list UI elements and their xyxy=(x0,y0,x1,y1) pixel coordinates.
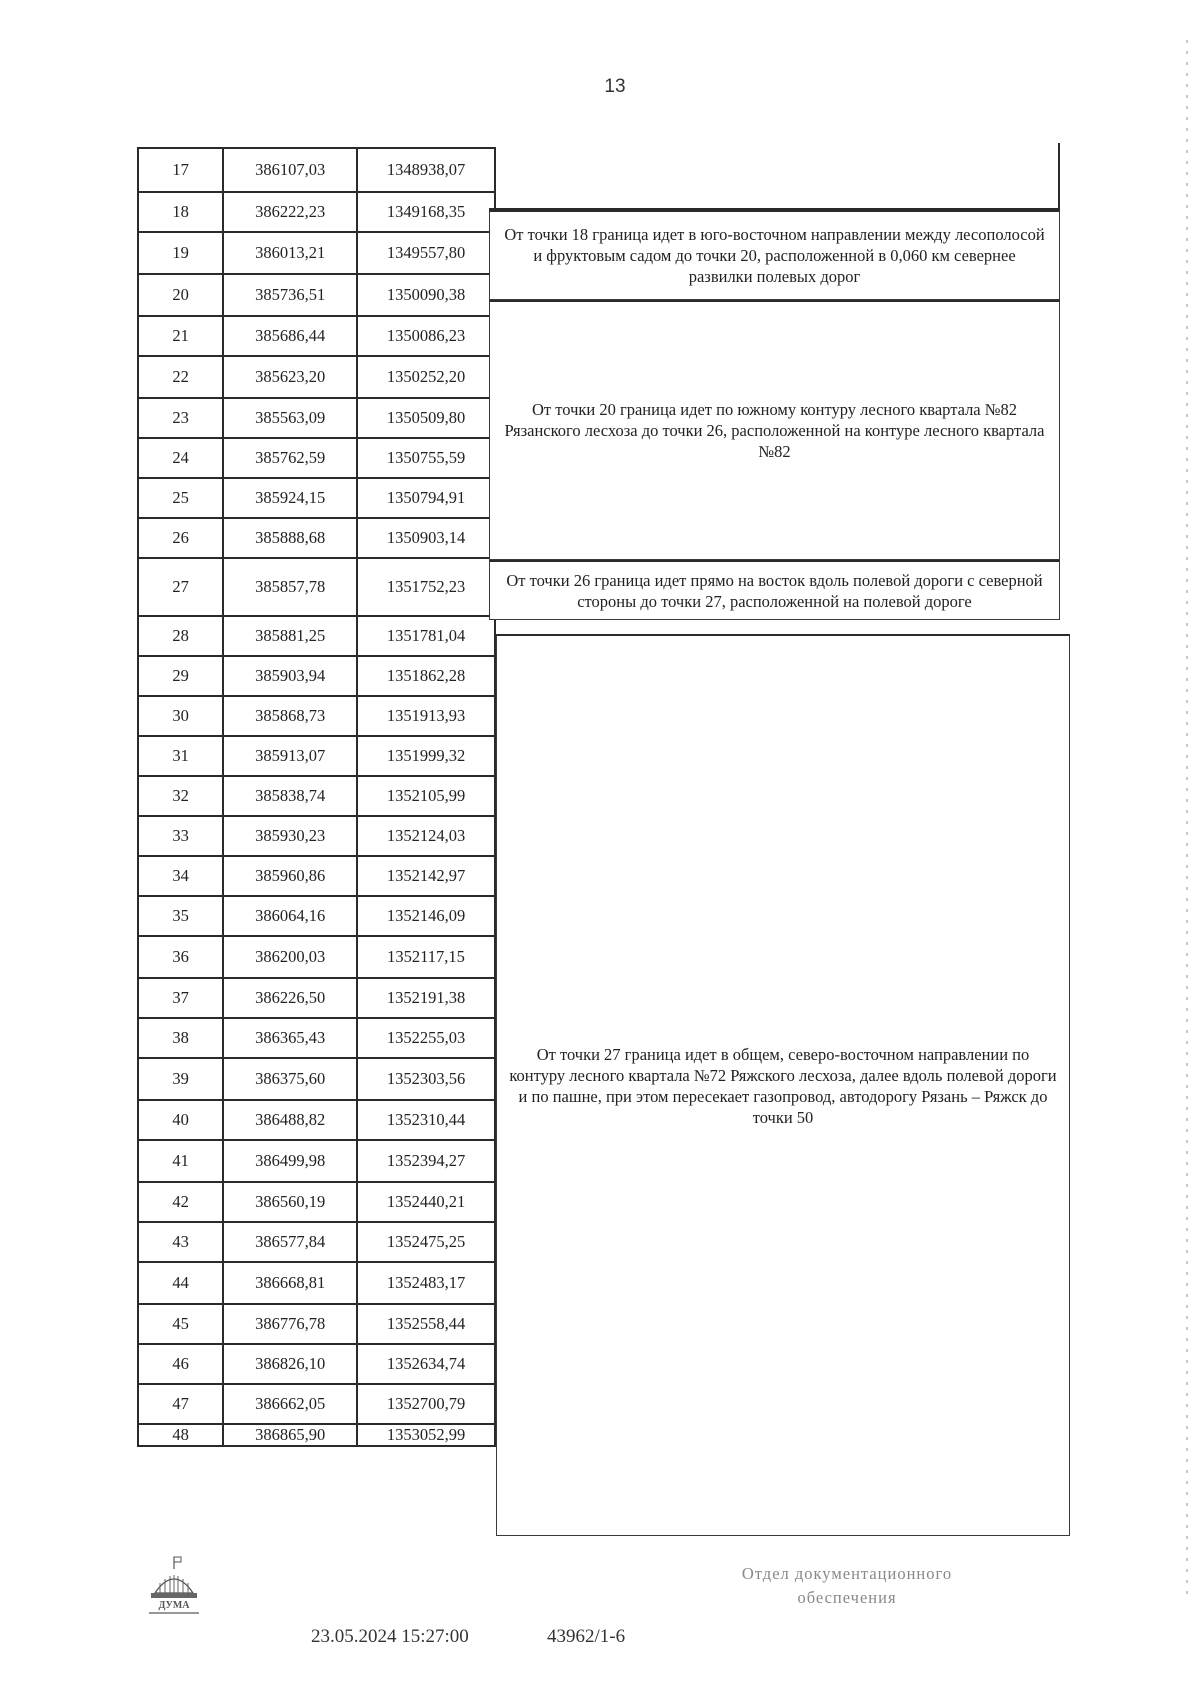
coordinate-x-cell: 386865,90 xyxy=(223,1424,357,1446)
table-row xyxy=(138,696,495,736)
table-row xyxy=(138,518,495,558)
point-number-cell: 28 xyxy=(138,616,223,656)
point-number-cell: 25 xyxy=(138,478,223,518)
coordinates-table xyxy=(137,147,496,1447)
point-number-cell: 22 xyxy=(138,356,223,398)
registration-number: 43962/1-6 xyxy=(547,1626,626,1647)
boundary-description-26-27 xyxy=(489,560,1060,620)
point-number-cell: 27 xyxy=(138,558,223,616)
duma-logo-icon xyxy=(145,1555,203,1617)
coordinate-y-cell: 1352255,03 xyxy=(357,1018,495,1058)
coordinate-y-cell: 1352310,44 xyxy=(357,1100,495,1140)
point-number-cell: 47 xyxy=(138,1384,223,1424)
coordinate-y-cell: 1352634,74 xyxy=(357,1344,495,1384)
point-number-cell: 23 xyxy=(138,398,223,438)
coordinate-y-cell: 1352142,97 xyxy=(357,856,495,896)
coordinate-x-cell: 385881,25 xyxy=(223,616,357,656)
coordinate-x-cell: 386662,05 xyxy=(223,1384,357,1424)
boundary-description-text: От точки 18 граница идет в юго-восточном направлении между лесополосой и фруктовым садом до точки 20, расположенной в 0,060 км севернее развилки полевых дорог xyxy=(504,225,1045,286)
point-number-cell: 44 xyxy=(138,1262,223,1304)
table-row xyxy=(138,856,495,896)
coordinate-x-cell: 386826,10 xyxy=(223,1344,357,1384)
table-row xyxy=(138,192,495,232)
coordinate-y-cell: 1352124,03 xyxy=(357,816,495,856)
coordinate-x-cell: 385913,07 xyxy=(223,736,357,776)
table-row xyxy=(138,1058,495,1100)
coordinate-x-cell: 385960,86 xyxy=(223,856,357,896)
coordinate-x-cell: 386365,43 xyxy=(223,1018,357,1058)
table-row xyxy=(138,1344,495,1384)
coordinate-x-cell: 386375,60 xyxy=(223,1058,357,1100)
coordinate-y-cell: 1349168,35 xyxy=(357,192,495,232)
coordinate-y-cell: 1352483,17 xyxy=(357,1262,495,1304)
boundary-description-20-26 xyxy=(489,300,1060,560)
coordinate-x-cell: 386200,03 xyxy=(223,936,357,978)
point-number-cell: 39 xyxy=(138,1058,223,1100)
table-row xyxy=(138,1384,495,1424)
coordinate-x-cell: 385903,94 xyxy=(223,656,357,696)
table-row xyxy=(138,232,495,274)
coordinate-x-cell: 385736,51 xyxy=(223,274,357,316)
point-number-cell: 26 xyxy=(138,518,223,558)
coordinate-y-cell: 1350755,59 xyxy=(357,438,495,478)
point-number-cell: 32 xyxy=(138,776,223,816)
table-row xyxy=(138,978,495,1018)
coordinate-y-cell: 1350509,80 xyxy=(357,398,495,438)
point-number-cell: 30 xyxy=(138,696,223,736)
coordinate-x-cell: 386064,16 xyxy=(223,896,357,936)
coordinate-x-cell: 386577,84 xyxy=(223,1222,357,1262)
table-row xyxy=(138,478,495,518)
table-row xyxy=(138,148,495,192)
point-number-cell: 45 xyxy=(138,1304,223,1344)
table-row xyxy=(138,936,495,978)
boundary-description-text: От точки 26 граница идет прямо на восток вдоль полевой дороги с северной стороны до точки 27, расположенной на полевой дороге xyxy=(506,570,1043,611)
page-number: 13 xyxy=(604,76,626,97)
table-row xyxy=(138,1304,495,1344)
point-number-cell: 34 xyxy=(138,856,223,896)
coordinate-x-cell: 385924,15 xyxy=(223,478,357,518)
coordinates-table-body xyxy=(138,148,495,1446)
coordinate-y-cell: 1352394,27 xyxy=(357,1140,495,1182)
point-number-cell: 40 xyxy=(138,1100,223,1140)
department-stamp xyxy=(697,1562,997,1610)
coordinate-y-cell: 1352700,79 xyxy=(357,1384,495,1424)
coordinate-x-cell: 385563,09 xyxy=(223,398,357,438)
table-row xyxy=(138,1182,495,1222)
point-number-cell: 35 xyxy=(138,896,223,936)
table-row xyxy=(138,1100,495,1140)
point-number-cell: 33 xyxy=(138,816,223,856)
table-row xyxy=(138,438,495,478)
coordinate-x-cell: 386226,50 xyxy=(223,978,357,1018)
table-row xyxy=(138,816,495,856)
point-number-cell: 46 xyxy=(138,1344,223,1384)
coordinate-y-cell: 1350252,20 xyxy=(357,356,495,398)
coordinate-x-cell: 385857,78 xyxy=(223,558,357,616)
boundary-description-text: От точки 20 граница идет по южному контуру лесного квартала №82 Рязанского лесхоза до точки 26, расположенной на контуре лесного квартала №82 xyxy=(504,400,1045,461)
coordinate-y-cell: 1349557,80 xyxy=(357,232,495,274)
coordinate-y-cell: 1352105,99 xyxy=(357,776,495,816)
point-number-cell: 24 xyxy=(138,438,223,478)
table-row xyxy=(138,356,495,398)
coordinate-y-cell: 1350794,91 xyxy=(357,478,495,518)
coordinate-x-cell: 385888,68 xyxy=(223,518,357,558)
point-number-cell: 18 xyxy=(138,192,223,232)
coordinate-y-cell: 1351862,28 xyxy=(357,656,495,696)
coordinate-x-cell: 386560,19 xyxy=(223,1182,357,1222)
point-number-cell: 21 xyxy=(138,316,223,356)
coordinate-x-cell: 385838,74 xyxy=(223,776,357,816)
scan-margin-marks xyxy=(1186,40,1188,1600)
coordinate-x-cell: 385623,20 xyxy=(223,356,357,398)
table-row xyxy=(138,1018,495,1058)
table-row xyxy=(138,896,495,936)
coordinate-y-cell: 1352303,56 xyxy=(357,1058,495,1100)
coordinate-y-cell: 1352440,21 xyxy=(357,1182,495,1222)
coordinate-y-cell: 1352191,38 xyxy=(357,978,495,1018)
table-row xyxy=(138,616,495,656)
table-row xyxy=(138,736,495,776)
table-row xyxy=(138,316,495,356)
point-number-cell: 36 xyxy=(138,936,223,978)
table-row xyxy=(138,1262,495,1304)
boundary-description-27-50 xyxy=(496,634,1070,1536)
table-row xyxy=(138,1424,495,1446)
coordinate-y-cell: 1350086,23 xyxy=(357,316,495,356)
point-number-cell: 29 xyxy=(138,656,223,696)
point-number-cell: 37 xyxy=(138,978,223,1018)
registration-datetime: 23.05.2024 15:27:00 xyxy=(311,1626,469,1647)
table-row xyxy=(138,1140,495,1182)
table-row xyxy=(138,398,495,438)
point-number-cell: 41 xyxy=(138,1140,223,1182)
coordinate-x-cell: 385868,73 xyxy=(223,696,357,736)
boundary-description-text: От точки 27 граница идет в общем, северо-восточном направлении по контуру лесного квартала №72 Ряжского лесхоза, далее вдоль полевой дороги и по пашне, при этом пересекает газопровод, автодорогу Рязань – Ряжск до точки 50 xyxy=(509,1044,1057,1127)
point-number-cell: 42 xyxy=(138,1182,223,1222)
coordinate-x-cell: 386776,78 xyxy=(223,1304,357,1344)
coordinate-x-cell: 386222,23 xyxy=(223,192,357,232)
coordinate-y-cell: 1352146,09 xyxy=(357,896,495,936)
point-number-cell: 20 xyxy=(138,274,223,316)
table-row xyxy=(138,274,495,316)
boundary-description-18-20 xyxy=(489,210,1060,300)
coordinate-x-cell: 386107,03 xyxy=(223,148,357,192)
coordinate-x-cell: 385930,23 xyxy=(223,816,357,856)
point-number-cell: 43 xyxy=(138,1222,223,1262)
coordinate-y-cell: 1351781,04 xyxy=(357,616,495,656)
coordinate-x-cell: 385686,44 xyxy=(223,316,357,356)
point-number-cell: 38 xyxy=(138,1018,223,1058)
point-number-cell: 31 xyxy=(138,736,223,776)
point-number-cell: 48 xyxy=(138,1424,223,1446)
coordinate-y-cell: 1351999,32 xyxy=(357,736,495,776)
coordinate-x-cell: 386499,98 xyxy=(223,1140,357,1182)
coordinate-x-cell: 386013,21 xyxy=(223,232,357,274)
coordinate-y-cell: 1350090,38 xyxy=(357,274,495,316)
coordinate-x-cell: 386488,82 xyxy=(223,1100,357,1140)
department-stamp-line-1: Отдел документационного xyxy=(741,1564,953,1583)
coordinate-y-cell: 1348938,07 xyxy=(357,148,495,192)
coordinate-y-cell: 1352475,25 xyxy=(357,1222,495,1262)
coordinate-y-cell: 1351752,23 xyxy=(357,558,495,616)
coordinate-y-cell: 1350903,14 xyxy=(357,518,495,558)
coordinate-y-cell: 1352117,15 xyxy=(357,936,495,978)
point-number-cell: 19 xyxy=(138,232,223,274)
table-row xyxy=(138,558,495,616)
coordinate-y-cell: 1351913,93 xyxy=(357,696,495,736)
table-row xyxy=(138,776,495,816)
table-row xyxy=(138,656,495,696)
coordinate-x-cell: 386668,81 xyxy=(223,1262,357,1304)
department-stamp-line-2: обеспечения xyxy=(797,1588,897,1607)
table-row xyxy=(138,1222,495,1262)
coordinate-y-cell: 1352558,44 xyxy=(357,1304,495,1344)
point-number-cell: 17 xyxy=(138,148,223,192)
frame-line-right xyxy=(1058,143,1060,209)
coordinate-y-cell: 1353052,99 xyxy=(357,1424,495,1446)
coordinate-x-cell: 385762,59 xyxy=(223,438,357,478)
logo-lettering: ДУМА xyxy=(158,1600,190,1611)
